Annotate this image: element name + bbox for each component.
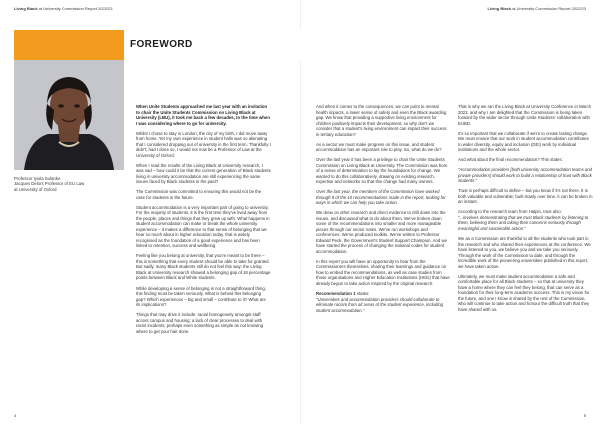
paragraph: That is why we ran the Living Black at University Conference in March 2023, and why I am delighted that the Commission is being taken forward by the wider sector through Unite Students' collaboration with EUBD. [458, 104, 592, 126]
caption-institution: at University of Oxford [14, 186, 57, 192]
photo-caption [14, 176, 124, 192]
recommendation-intro: states: [355, 291, 370, 297]
paragraph: And what about the final recommendation? This states: [458, 157, 563, 163]
section-title: FOREWORD [126, 30, 586, 60]
page-spine [300, 0, 301, 424]
running-header-left: Living Black at University Commission Report 2022/23 [14, 6, 113, 11]
lead-paragraph: When Unite Students approached me last year with an invitation to chair the Unite Students Commission on Living Black at University (LBU), it took me back a few decades, to the time when I was considering where to go for university. [136, 104, 270, 126]
recommendation-quote: "Universities and accommodation providers should collaborate to eliminate racism from all areas of the student experience, including student accommodation." [316, 296, 444, 313]
recommendation-block [316, 291, 451, 313]
quote-paragraph: "Accommodation providers [both university accommodation teams and private providers] should work to build a relationship of trust with Black students." [458, 167, 593, 184]
quote-text: "...involves demonstrating that we trust Black students by listening to them, believing them and taking their concerns seriously through meaningful and sustainable action." [458, 214, 589, 231]
running-header-right: Living Black at University Commission Report 2022/23 [487, 6, 586, 11]
accent-band [14, 30, 124, 60]
paragraph: Trust is perhaps difficult to define – but you know if it's not there. It is both valuable and vulnerable; built slowly over time, it can be broken in an instant. [458, 188, 593, 205]
paragraph: Whilst I chose to stay in London, the city of my birth, I did move away from home. Yet my own experience in student halls was so alienating that I considered dropping out of university in the first term. Thankfully I didn't; had I done so, I would not now be a Professor of Law at the University of Oxford. [136, 130, 271, 158]
paragraph: As a sector we must make progress on this issue, and student accommodation has an important role to play. So, what do we do? [316, 141, 442, 153]
quote-block [458, 209, 593, 231]
quote-intro: According to the research team from Halpin, trust also: [458, 209, 562, 215]
text-column-1 [136, 104, 271, 339]
portrait-photo [14, 60, 124, 170]
recommendation-label: Recommendation 1 [316, 291, 356, 297]
paragraph: Things that may drive it include: racial homogeneity amongst staff across campus and housing; a lack of clear processes to deal with racist incidents; perhaps even something as simple as not knowing where to get your hair done. [136, 312, 264, 334]
text-column-3 [458, 104, 593, 317]
paragraph: In this report you will have an opportunity to hear from the Commissioners themselves, sharing their learnings and guidance on how to embed the recommendations, as well as case studies from those organisations and Higher Education Institutions (HEIs) that have already begun to take action inspired by the original research. [316, 258, 450, 286]
page-number-right: 5 [583, 413, 586, 418]
caption-role: Jacques Delors Professor of EU Law [14, 181, 85, 187]
paragraph: Over the last year it has been a privilege to chair the Unite Students Commission on Living Black at University. The Commission was born of a sense of determination to lay the foundations for change. We wanted to do this collaboratively, drawing on existing research, expertise and networks so that this change had many owners. [316, 157, 448, 185]
paragraph: And when it comes to the consequences, we can point to mental health impacts, a lower sense of safety and even the Black awarding gap. We know that providing a supportive living environment for children positively impacts their development, so why don't we consider that a student's living environment can impact their success in tertiary education? [316, 104, 447, 137]
text-column-2 [316, 104, 451, 318]
paragraph: Student accommodation is a very important part of going to university. For the majority of students, it is the first time they've lived away from the people, places and things that they grew up with. What happens in student accommodation can make or break the whole university experience – it makes a difference to that sense of belonging that we hear so much about in higher education today, that is widely recognised as the foundation of a good experience and has been linked to retention, success and wellbeing. [136, 204, 270, 249]
caption-name: Professor Iyiola Solanke [14, 176, 61, 181]
paragraph: While developing a sense of belonging is not a straightforward thing, this finding must be taken seriously. What is behind this belonging gap? Which experiences – big and small – contribute to it? What are its implications? [136, 285, 266, 308]
paragraph: It's so important that we collaborate if we're to create lasting change. We must ensure that our work in student accommodation contributes to wider diversity, equity and inclusion (DEI) work by individual institutions and the whole sector. [458, 130, 589, 153]
paragraph: Feeling like you belong at university, that you're meant to be there – this is something that every student should be able to take for granted. But sadly, many Black students still do not feel this way: the Living Black at University research showed a belonging gap of 18 percentage points between Black and White students. [136, 253, 271, 281]
page-number-left: 4 [14, 413, 17, 418]
paragraph: The Commission was committed to ensuring this would not be the case for students in the future. [136, 189, 262, 200]
paragraph: When I read the results of the Living Black at University research, I was sad – how could it be that the current generation of Black students living in university accommodation are still experiencing the same issues faced by Black students in the past? [136, 162, 271, 185]
paragraph-italic: Over the last year, the members of the Commission have worked through 8 of the 10 recommendations made in the report, looking for ways in which we can help you take action. [316, 189, 446, 206]
paragraph: We as a Commission are thankful to all the students who took part in the research and who shared their experiences at the conference. We have listened to you, we believe you and we take you seriously. Through the work of the Commission to date, and through the incredible work of the pioneering universities published in this report, we have taken action. [458, 236, 591, 269]
paragraph: We drew on other research and direct evidence to drill down into the issues, and discussed what to do about them. We've broken down some of the recommendations into smaller and more manageable pieces through our sector notes. We've run workshops and conferences. We've produced toolkits. We've written to Professor Edward Peck, the Government's Student Support Champion. And we have started the process of changing the national codes for student accommodation. [316, 210, 447, 254]
paragraph: Ultimately, we must make student accommodation a safe and comfortable place for all Black students – so that at university they have a home where they can feel they belong, that can serve as a foundation for their long-term academic success. This is my vision for the future, and one I know is shared by the rest of the Commission, who will continue to take action and honour the difficult truth that they have shared with us. [458, 273, 590, 312]
